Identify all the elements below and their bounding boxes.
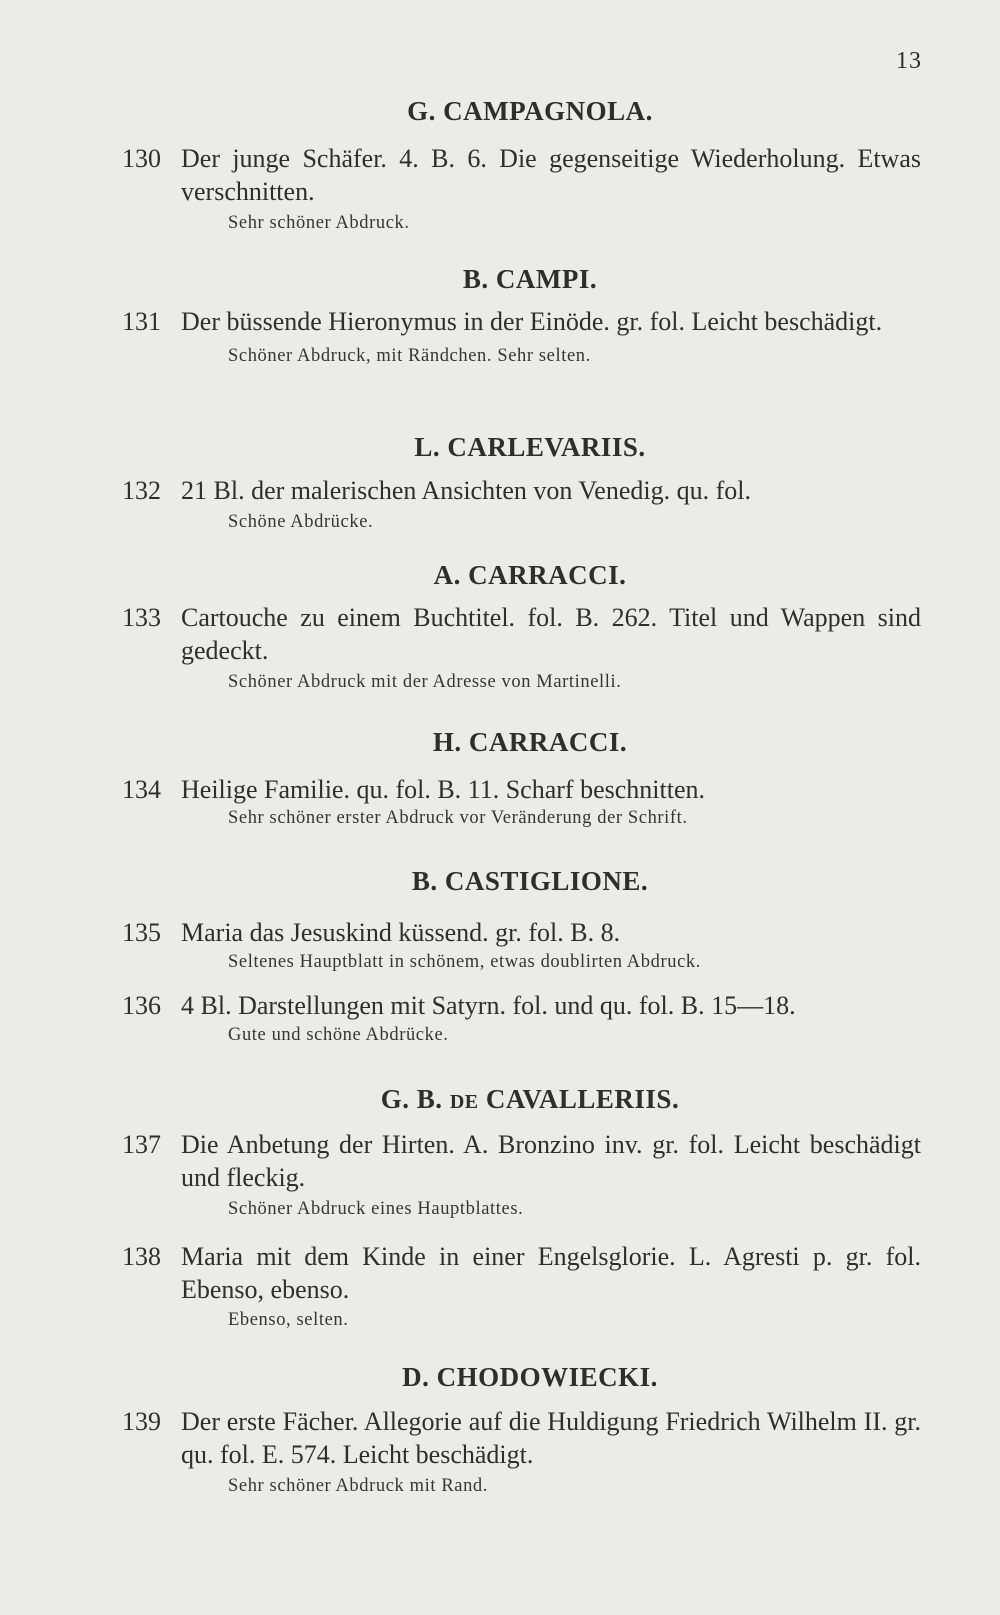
catalog-entry-139 <box>0 1405 1000 1500</box>
entry-note: Schöner Abdruck eines Hauptblattes. <box>228 1199 524 1219</box>
catalog-entry-133 <box>0 601 1000 696</box>
entry-description: 21 Bl. der malerischen Ansichten von Venedig. qu. fol. <box>181 476 751 505</box>
catalog-entry-137 <box>0 1128 1000 1223</box>
entry-number: 135 <box>122 918 161 947</box>
entry-description: Cartouche zu einem Buchtitel. fol. B. 262. Titel und Wappen sind gedeckt. <box>181 603 921 665</box>
artist-heading-prefix: G. B. <box>380 1084 450 1114</box>
artist-heading: H. CARRACCI. <box>432 727 628 757</box>
entry-note: Schöner Abdruck mit der Adresse von Martinelli. <box>228 672 622 692</box>
entry-note: Sehr schöner Abdruck. <box>228 213 410 233</box>
entry-note: Schöne Abdrücke. <box>228 512 374 532</box>
entry-note: Schöner Abdruck, mit Rändchen. Sehr selten. <box>228 346 591 366</box>
catalog-entry-135 <box>0 916 1000 976</box>
entry-description: Heilige Familie. qu. fol. B. 11. Scharf beschnitten. <box>181 775 705 804</box>
artist-heading <box>0 1084 1000 1115</box>
entry-number: 131 <box>122 307 161 336</box>
artist-heading: D. CHODOWIECKI. <box>402 1362 658 1392</box>
artist-heading-particle: DE <box>449 1091 479 1113</box>
entry-description: Der erste Fächer. Allegorie auf die Huldigung Friedrich Wilhelm II. gr. qu. fol. E. 574. Leicht beschädigt. <box>181 1407 921 1469</box>
page-number: 13 <box>896 48 922 74</box>
section-campi <box>0 264 1000 295</box>
artist-heading: B. CAMPI. <box>462 264 598 294</box>
section-a-carracci <box>0 560 1000 591</box>
section-campagnola <box>0 96 1000 127</box>
entry-number: 130 <box>122 144 161 173</box>
entry-description: Maria das Jesuskind küssend. gr. fol. B. 8. <box>181 918 621 947</box>
catalog-entry-132 <box>0 474 1000 536</box>
entry-note: Sehr schöner erster Abdruck vor Veränderung der Schrift. <box>228 808 688 828</box>
catalog-entry-138 <box>0 1240 1000 1334</box>
catalog-entry-134 <box>0 773 1000 832</box>
artist-heading-suffix: CAVALLERIIS. <box>478 1084 680 1114</box>
entry-description: Der junge Schäfer. 4. B. 6. Die gegenseitige Wiederholung. Etwas verschnitten. <box>181 144 921 206</box>
entry-note: Ebenso, selten. <box>228 1310 349 1330</box>
artist-heading: A. CARRACCI. <box>433 560 627 590</box>
catalog-entry-131 <box>0 305 1000 370</box>
section-carlevariis <box>0 432 1000 463</box>
entry-note: Seltenes Hauptblatt in schönem, etwas doublirten Abdruck. <box>228 952 701 972</box>
entry-number: 133 <box>122 603 161 632</box>
section-cavalleriis <box>0 1084 1000 1115</box>
entry-number: 137 <box>122 1130 161 1159</box>
entry-number: 134 <box>122 775 161 804</box>
entry-note: Sehr schöner Abdruck mit Rand. <box>228 1476 488 1496</box>
section-castiglione <box>0 866 1000 897</box>
entry-description: Maria mit dem Kinde in einer Engelsglorie. L. Agresti p. gr. fol. Ebenso, ebenso. <box>181 1242 921 1304</box>
catalog-entry-136 <box>0 989 1000 1049</box>
artist-heading: L. CARLEVARIIS. <box>414 432 646 462</box>
artist-heading: B. CASTIGLIONE. <box>411 866 649 896</box>
entry-description: Der büssende Hieronymus in der Einöde. gr. fol. Leicht beschädigt. <box>181 307 883 336</box>
catalog-entry-130 <box>0 142 1000 237</box>
entry-number: 138 <box>122 1242 161 1271</box>
entry-description: 4 Bl. Darstellungen mit Satyrn. fol. und qu. fol. B. 15—18. <box>181 991 796 1020</box>
entry-note: Gute und schöne Abdrücke. <box>228 1025 449 1045</box>
section-h-carracci <box>0 727 1000 758</box>
entry-number: 132 <box>122 476 161 505</box>
entry-number: 136 <box>122 991 161 1020</box>
artist-heading: G. CAMPAGNOLA. <box>407 96 653 126</box>
entry-description: Die Anbetung der Hirten. A. Bronzino inv. gr. fol. Leicht beschädigt und fleckig. <box>181 1130 921 1192</box>
entry-number: 139 <box>122 1407 161 1436</box>
section-chodowiecki <box>0 1362 1000 1393</box>
